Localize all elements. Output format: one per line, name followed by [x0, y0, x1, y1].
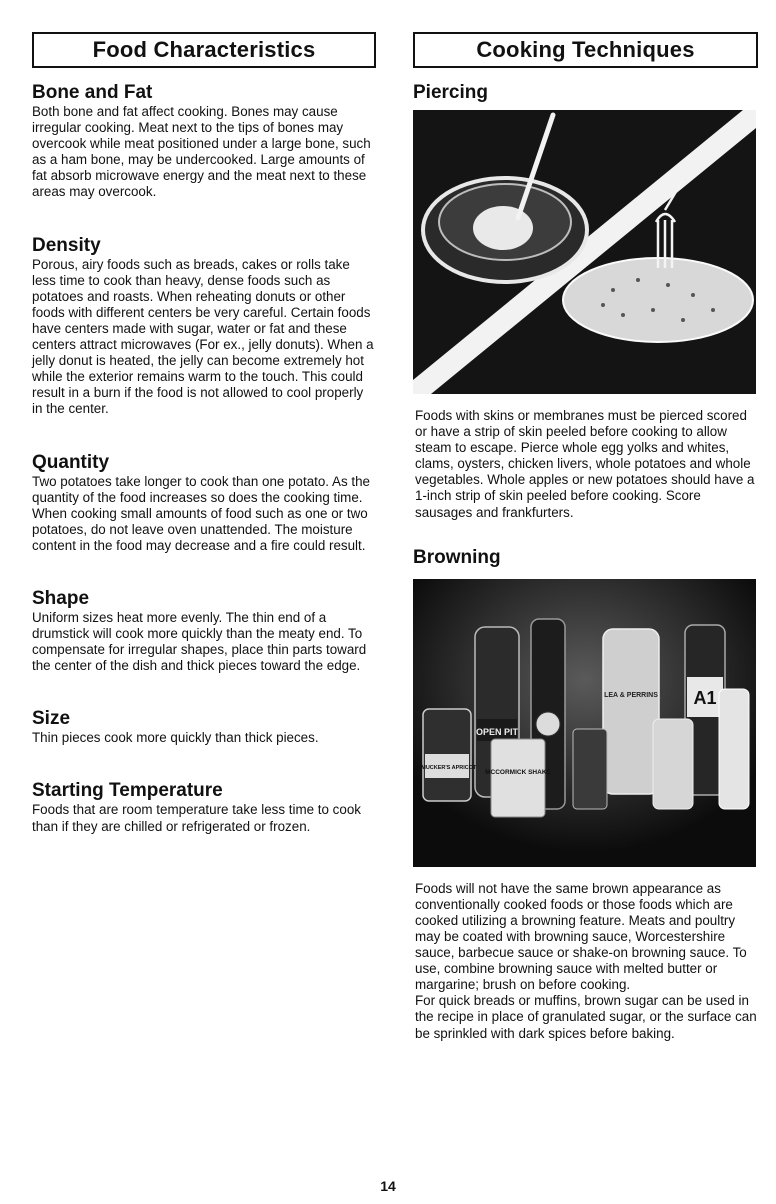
food-characteristics-header: Food Characteristics: [32, 32, 376, 68]
piercing-caption: Foods with skins or membranes must be pierced scored or have a strip of skin peeled before cooking to allow steam to escape. Pierce whole egg yolks and whites, clams, oysters, chicken livers, whole potatoes and whole vegetables. Whole apples or new potatoes should have a 1-inch strip of skin peeled before cooking. Score sausages and frankfurters.: [415, 408, 755, 520]
section-body: Foods that are room temperature take less time to cook than if they are chilled or refrigerated or frozen.: [32, 802, 361, 834]
browning-title: Browning: [413, 546, 501, 568]
piercing-title: Piercing: [413, 82, 488, 103]
page-number: 14: [380, 1178, 396, 1194]
section-title: Shape: [32, 587, 90, 609]
section-body: Two potatoes take longer to cook than one potato. As the quantity of the food increases so does the cooking time. When cooking small amounts of food such as one or two potatoes, do not leave oven unattended. The moisture content in the food may decrease and a fire could result.: [32, 473, 370, 553]
section-starting-temperature: [32, 780, 376, 834]
browning-caption: Foods will not have the same brown appearance as conventionally cooked foods or those foods which are cooked utilizing a browning feature. Meats and poultry may be coated with browning sauce, Worcestershire sauce, barbecue sauce or shake-on browning sauce. To use, combine browning sauce with melted butter or margarine; brush on before cooking.: [415, 880, 747, 993]
section-title: Starting Temperature: [32, 780, 223, 802]
label-smuckers: SMUCKER'S APRICOT: [417, 764, 477, 771]
section-title: Quantity: [32, 451, 110, 473]
section-shape: [32, 588, 376, 674]
section-title: Density: [32, 234, 101, 256]
section-title: Size: [32, 708, 71, 730]
cooking-techniques-column: [413, 32, 758, 1042]
piercing-photo: [413, 110, 756, 394]
section-bone-and-fat: [32, 82, 376, 201]
label-lea-perrins: LEA & PERRINS: [604, 691, 658, 699]
label-open-pit: OPEN PIT: [475, 726, 519, 737]
section-size: [32, 708, 376, 746]
section-body: Thin pieces cook more quickly than thick pieces.: [32, 730, 319, 746]
cooking-techniques-header: Cooking Techniques: [413, 32, 758, 68]
food-characteristics-column: [32, 32, 376, 835]
section-quantity: [32, 452, 376, 554]
section-title: Bone and Fat: [32, 82, 153, 103]
section-body: Porous, airy foods such as breads, cakes or rolls take less time to cook than heavy, dense foods such as potatoes and roasts. When reheating donuts or other foods with different centers be very careful. Certain foods have centers made with sugar, water or fat and these centers attract microwaves (For ex., jelly donuts). When a jelly donut is heated, the jelly can become extremely hot while the exterior remains warm to the touch. This could result in a burn if the food is not allowed to cool properly in the center.: [32, 256, 374, 417]
section-body: Both bone and fat affect cooking. Bones may cause irregular cooking. Meat next to the tips of bones may overcook while meat positioned under a large bone, such as a ham bone, may be undercooked. Large amounts of fat absorb microwave energy and the meat next to these areas may overcook.: [32, 104, 371, 200]
section-density: [32, 235, 376, 418]
label-shake: MCCORMICK SHAKE: [485, 768, 551, 776]
browning-caption-2: For quick breads or muffins, brown sugar can be used in the recipe in place of granulated sugar, or the surface can be sprinkled with dark spices before baking.: [415, 993, 757, 1041]
section-body: Uniform sizes heat more evenly. The thin end of a drumstick will cook more quickly than the meaty end. To compensate for irregular shapes, place thin parts toward the center of the dish and thick pieces toward the edge.: [32, 609, 367, 674]
label-a1: A1: [693, 687, 717, 708]
browning-photo: [413, 579, 756, 867]
